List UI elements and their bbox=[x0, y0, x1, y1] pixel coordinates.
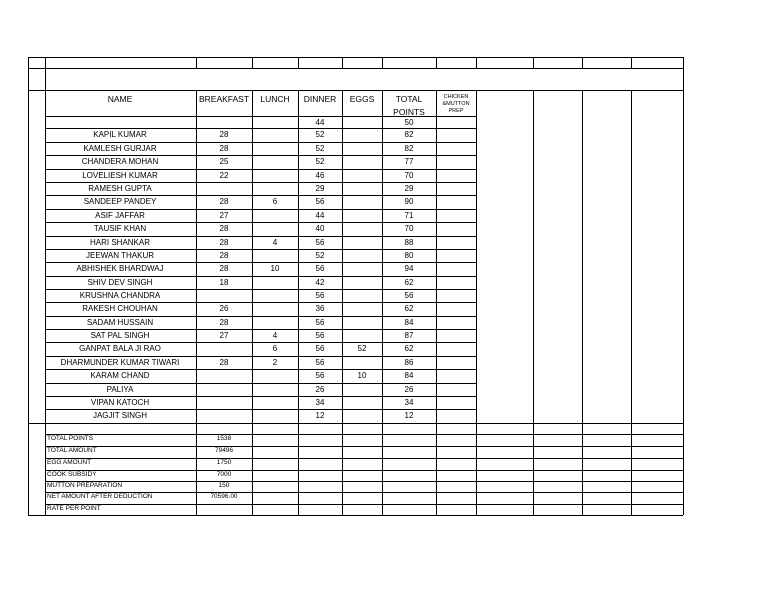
summary-value: 1750 bbox=[216, 459, 232, 466]
row-total: 84 bbox=[404, 371, 414, 380]
grid-hline bbox=[436, 289, 476, 290]
grid-hline bbox=[45, 142, 436, 143]
grid-hline bbox=[45, 470, 683, 471]
row-breakfast: 28 bbox=[219, 251, 229, 260]
grid-hline bbox=[436, 342, 476, 343]
grid-hline bbox=[45, 276, 436, 277]
grid-hline bbox=[436, 383, 476, 384]
grid-hline bbox=[45, 329, 436, 330]
grid-vline bbox=[533, 90, 534, 515]
grid-vline bbox=[196, 90, 197, 515]
row-breakfast: 28 bbox=[219, 358, 229, 367]
summary-value: 79496 bbox=[214, 447, 234, 454]
row-total: 94 bbox=[404, 264, 414, 273]
summary-label: TOTAL AMOUNT bbox=[47, 447, 97, 454]
row-lunch: 6 bbox=[272, 197, 278, 206]
grid-hline bbox=[436, 116, 476, 117]
grid-hline bbox=[45, 504, 683, 505]
row-dinner: 56 bbox=[315, 371, 325, 380]
grid-hline bbox=[45, 342, 436, 343]
grid-vline bbox=[45, 68, 46, 515]
grid-hline bbox=[436, 182, 476, 183]
row-total: 87 bbox=[404, 331, 414, 340]
row-dinner: 46 bbox=[315, 171, 325, 180]
row-name: GANPAT BALA JI RAO bbox=[79, 344, 161, 353]
row-name: HARI SHANKAR bbox=[89, 238, 151, 247]
row-breakfast: 28 bbox=[219, 224, 229, 233]
grid-vline bbox=[342, 90, 343, 515]
grid-hline bbox=[28, 57, 683, 58]
grid-hline bbox=[436, 369, 476, 370]
grid-hline bbox=[45, 383, 436, 384]
row-total: 71 bbox=[404, 211, 414, 220]
grid-hline bbox=[436, 209, 476, 210]
header-chicken-line2: &MUTTON bbox=[442, 101, 470, 107]
row-name: KAPIL KUMAR bbox=[93, 130, 147, 139]
grid-hline bbox=[436, 396, 476, 397]
grid-hline bbox=[45, 155, 436, 156]
grid-hline bbox=[28, 68, 683, 69]
grid-hline bbox=[436, 276, 476, 277]
row-name: ASIF JAFFAR bbox=[95, 211, 145, 220]
row-dinner: 56 bbox=[315, 238, 325, 247]
grid-hline bbox=[45, 236, 436, 237]
row-total: 70 bbox=[404, 224, 414, 233]
row-name: LOVELIESH KUMAR bbox=[82, 171, 158, 180]
header-eggs: EGGS bbox=[349, 94, 375, 104]
row-total: 88 bbox=[404, 238, 414, 247]
row-breakfast: 25 bbox=[219, 157, 229, 166]
grid-hline bbox=[45, 396, 436, 397]
row-name: VIPAN KATOCH bbox=[90, 398, 150, 407]
grid-hline bbox=[28, 90, 683, 91]
row-total: 62 bbox=[404, 278, 414, 287]
row-total: 90 bbox=[404, 197, 414, 206]
row-dinner: 34 bbox=[315, 398, 325, 407]
grid-hline bbox=[45, 409, 436, 410]
row-total: 12 bbox=[404, 411, 414, 420]
grid-hline bbox=[436, 142, 476, 143]
grid-hline bbox=[45, 302, 436, 303]
row-name: RAMESH GUPTA bbox=[88, 184, 152, 193]
row-total: 86 bbox=[404, 358, 414, 367]
grid-hline bbox=[436, 329, 476, 330]
grid-hline bbox=[45, 446, 683, 447]
grid-hline bbox=[436, 195, 476, 196]
row-breakfast: 28 bbox=[219, 238, 229, 247]
row-dinner: 42 bbox=[315, 278, 325, 287]
row-dinner: 56 bbox=[315, 318, 325, 327]
row-total: 62 bbox=[404, 344, 414, 353]
summary-value: 7000 bbox=[216, 471, 232, 478]
row-name: CHANDERA MOHAN bbox=[81, 157, 159, 166]
grid-hline bbox=[45, 249, 436, 250]
grid-vline bbox=[582, 90, 583, 515]
grid-hline bbox=[45, 182, 436, 183]
grid-vline bbox=[298, 90, 299, 515]
row-breakfast: 28 bbox=[219, 144, 229, 153]
row-dinner: 12 bbox=[315, 411, 325, 420]
row-total: 29 bbox=[404, 184, 414, 193]
row-breakfast: 28 bbox=[219, 318, 229, 327]
row-name: SHIV DEV SINGH bbox=[87, 278, 153, 287]
blank-row-total: 50 bbox=[404, 118, 414, 127]
row-name: SANDEEP PANDEY bbox=[83, 197, 157, 206]
summary-value: 1538 bbox=[216, 435, 232, 442]
row-dinner: 56 bbox=[315, 291, 325, 300]
row-name: JAGJIT SINGH bbox=[92, 411, 148, 420]
header-breakfast: BREAKFAST bbox=[198, 94, 250, 104]
grid-hline bbox=[436, 169, 476, 170]
grid-hline bbox=[45, 369, 436, 370]
grid-vline bbox=[436, 57, 437, 68]
row-dinner: 56 bbox=[315, 197, 325, 206]
row-name: SAT PAL SINGH bbox=[90, 331, 150, 340]
grid-vline bbox=[252, 57, 253, 68]
grid-vline bbox=[582, 57, 583, 68]
grid-hline bbox=[436, 155, 476, 156]
grid-hline bbox=[28, 423, 683, 424]
grid-hline bbox=[45, 169, 436, 170]
header-total-line1: TOTAL bbox=[395, 94, 423, 104]
row-eggs: 52 bbox=[357, 344, 367, 353]
grid-hline bbox=[45, 209, 436, 210]
grid-hline bbox=[436, 316, 476, 317]
grid-hline bbox=[436, 302, 476, 303]
row-breakfast: 27 bbox=[219, 331, 229, 340]
grid-vline bbox=[382, 57, 383, 68]
row-total: 82 bbox=[404, 144, 414, 153]
row-name: JEEWAN THAKUR bbox=[85, 251, 155, 260]
row-total: 62 bbox=[404, 304, 414, 313]
row-name: DHARMUNDER KUMAR TIWARI bbox=[60, 358, 180, 367]
row-dinner: 56 bbox=[315, 264, 325, 273]
summary-label: TOTAL POINTS bbox=[47, 435, 94, 442]
header-chicken-line1: CHICKEN bbox=[443, 94, 469, 100]
row-name: KARAM CHAND bbox=[90, 371, 150, 380]
row-lunch: 2 bbox=[272, 358, 278, 367]
row-dinner: 52 bbox=[315, 144, 325, 153]
header-chicken-line3: PREP bbox=[448, 108, 464, 114]
row-lunch: 4 bbox=[272, 238, 278, 247]
row-total: 84 bbox=[404, 318, 414, 327]
row-total: 56 bbox=[404, 291, 414, 300]
row-lunch: 4 bbox=[272, 331, 278, 340]
row-total: 80 bbox=[404, 251, 414, 260]
row-name: TAUSIF KHAN bbox=[93, 224, 147, 233]
summary-value: 70596.00 bbox=[210, 493, 238, 500]
summary-label: COOK SUBSIDY bbox=[47, 471, 97, 478]
row-name: SADAM HUSSAIN bbox=[86, 318, 154, 327]
grid-hline bbox=[28, 515, 683, 516]
row-lunch: 10 bbox=[270, 264, 280, 273]
grid-hline bbox=[45, 434, 683, 435]
grid-vline bbox=[631, 90, 632, 515]
grid-hline bbox=[45, 262, 436, 263]
row-dinner: 44 bbox=[315, 211, 325, 220]
row-dinner: 56 bbox=[315, 331, 325, 340]
grid-vline bbox=[382, 90, 383, 515]
grid-hline bbox=[45, 458, 683, 459]
blank-row-dinner: 44 bbox=[315, 118, 325, 127]
grid-hline bbox=[436, 409, 476, 410]
row-dinner: 52 bbox=[315, 157, 325, 166]
row-dinner: 36 bbox=[315, 304, 325, 313]
grid-hline bbox=[45, 356, 436, 357]
row-eggs: 10 bbox=[357, 371, 367, 380]
row-breakfast: 26 bbox=[219, 304, 229, 313]
grid-hline bbox=[45, 128, 436, 129]
grid-hline bbox=[436, 356, 476, 357]
row-total: 77 bbox=[404, 157, 414, 166]
row-dinner: 56 bbox=[315, 358, 325, 367]
grid-hline bbox=[45, 481, 683, 482]
grid-vline bbox=[683, 57, 684, 515]
row-breakfast: 28 bbox=[219, 197, 229, 206]
summary-label: MUTTON PREPARATION bbox=[47, 482, 123, 489]
row-total: 26 bbox=[404, 385, 414, 394]
header-dinner: DINNER bbox=[303, 94, 337, 104]
row-name: RAKESH CHOUHAN bbox=[82, 304, 158, 313]
grid-vline bbox=[28, 57, 29, 515]
header-lunch: LUNCH bbox=[260, 94, 290, 104]
grid-vline bbox=[298, 57, 299, 68]
grid-vline bbox=[476, 90, 477, 515]
grid-hline bbox=[45, 289, 436, 290]
header-total-line2: POINTS bbox=[393, 107, 425, 117]
row-breakfast: 27 bbox=[219, 211, 229, 220]
row-total: 70 bbox=[404, 171, 414, 180]
summary-label: EGG AMOUNT bbox=[47, 459, 92, 466]
row-name: PALIYA bbox=[106, 385, 134, 394]
row-total: 34 bbox=[404, 398, 414, 407]
row-name: KAMLESH GURJAR bbox=[83, 144, 157, 153]
grid-hline bbox=[436, 222, 476, 223]
grid-hline bbox=[45, 316, 436, 317]
row-lunch: 6 bbox=[272, 344, 278, 353]
header-name: NAME bbox=[107, 94, 133, 104]
row-breakfast: 28 bbox=[219, 130, 229, 139]
grid-vline bbox=[196, 57, 197, 68]
row-dinner: 52 bbox=[315, 130, 325, 139]
grid-vline bbox=[476, 57, 477, 68]
grid-vline bbox=[252, 90, 253, 515]
summary-value: 150 bbox=[218, 482, 230, 489]
grid-hline bbox=[45, 116, 436, 117]
row-dinner: 29 bbox=[315, 184, 325, 193]
row-dinner: 40 bbox=[315, 224, 325, 233]
grid-hline bbox=[436, 128, 476, 129]
grid-hline bbox=[436, 236, 476, 237]
grid-vline bbox=[342, 57, 343, 68]
row-dinner: 26 bbox=[315, 385, 325, 394]
row-name: KRUSHNA CHANDRA bbox=[79, 291, 161, 300]
grid-vline bbox=[631, 57, 632, 68]
grid-hline bbox=[45, 222, 436, 223]
row-breakfast: 22 bbox=[219, 171, 229, 180]
grid-hline bbox=[436, 262, 476, 263]
row-breakfast: 18 bbox=[219, 278, 229, 287]
grid-vline bbox=[45, 57, 46, 68]
grid-vline bbox=[436, 90, 437, 515]
summary-label: NET AMOUNT AFTER DEDUCTION bbox=[47, 493, 153, 500]
row-total: 82 bbox=[404, 130, 414, 139]
row-breakfast: 28 bbox=[219, 264, 229, 273]
grid-hline bbox=[436, 249, 476, 250]
row-dinner: 52 bbox=[315, 251, 325, 260]
summary-label: RATE PER POINT bbox=[47, 505, 101, 512]
row-dinner: 56 bbox=[315, 344, 325, 353]
grid-vline bbox=[533, 57, 534, 68]
grid-hline bbox=[45, 195, 436, 196]
row-name: ABHISHEK BHARDWAJ bbox=[76, 264, 164, 273]
